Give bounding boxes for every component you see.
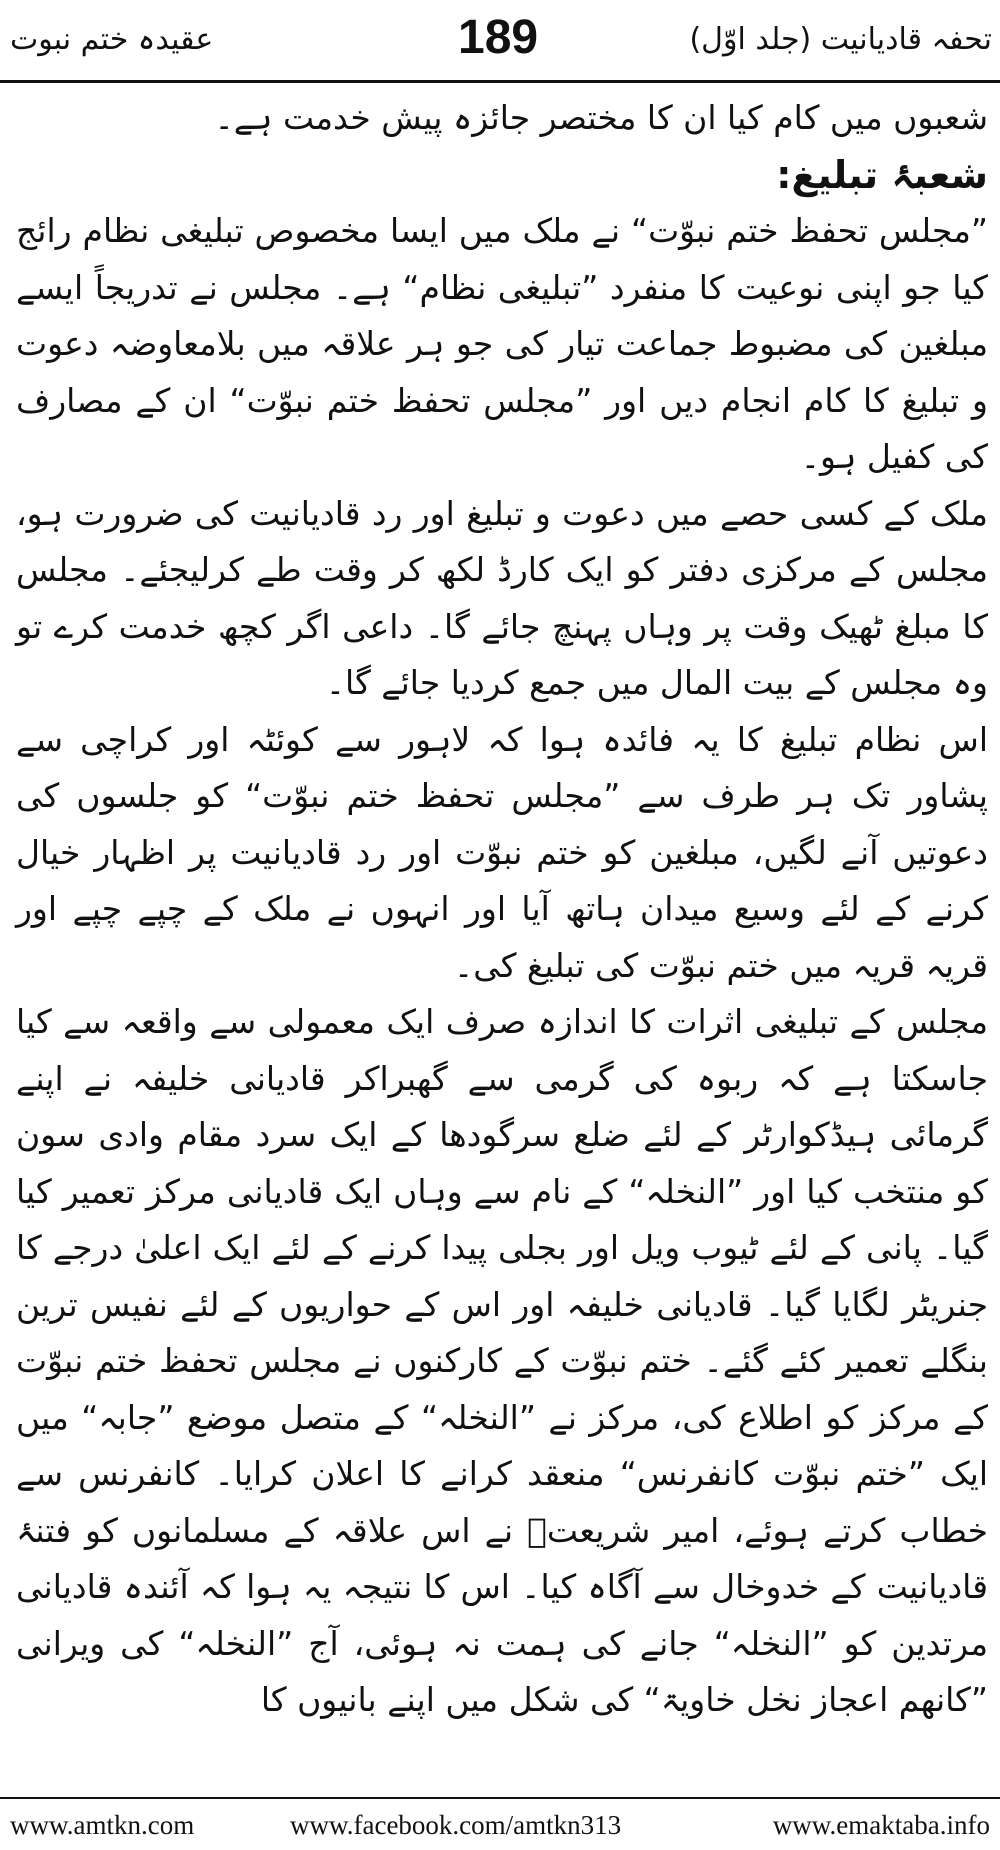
page-number: 189 (458, 11, 539, 64)
footer-link-facebook[interactable]: www.facebook.com/amtkn313 (290, 1810, 622, 1840)
page-body (16, 90, 988, 1729)
footer-link-amtkn[interactable]: www.amtkn.com (10, 1810, 195, 1840)
header-divider (0, 80, 1000, 83)
paragraph: مجلس کے تبلیغی اثرات کا اندازہ صرف ایک معمولی سے واقعہ سے کیا جاسکتا ہے کہ ربوہ کی گرمی سے گھبراکر قادیانی خلیفہ نے اپنے گرمائی ہیڈکوارٹر کے لئے ضلع سرگودھا کے ایک سرد مقام وادی سون کو منتخب کیا اور ”النخلہ“ کے نام سے وہاں ایک قادیانی مرکز تعمیر کیا گیا۔ پانی کے لئے ٹیوب ویل اور بجلی پیدا کرنے کے لئے ایک اعلیٰ درجے کا جنریٹر لگایا گیا۔ قادیانی خلیفہ اور اس کے حواریوں کے لئے نفیس ترین بنگلے تعمیر کئے گئے۔ ختم نبوّت کے کارکنوں نے مجلس تحفظ ختم نبوّت کے مرکز کو اطلاع کی، مرکز نے ”النخلہ“ کے متصل موضع ”جابہ“ میں ایک ”ختم نبوّت کانفرنس“ منعقد کرانے کا اعلان کرایا۔ کانفرنس سے خطاب کرتے ہوئے، امیر شریعتؒ نے اس علاقہ کے مسلمانوں کو فتنۂ قادیانیت کے خدوخال سے آگاہ کیا۔ اس کا نتیجہ یہ ہوا کہ آئندہ قادیانی مرتدین کو ”النخلہ“ جانے کی ہمت نہ ہوئی، آج ”النخلہ“ کی ویرانی ”کانھم اعجاز نخل خاویۃ“ کی شکل میں اپنے بانیوں کا (16, 1002, 988, 1719)
footer-link-emaktaba[interactable]: www.emaktaba.info (772, 1810, 990, 1840)
chapter-title: عقیدہ ختم نبوت (10, 22, 214, 57)
paragraph: اس نظام تبلیغ کا یہ فائدہ ہوا کہ لاہور سے کوئٹہ اور کراچی سے پشاور تک ہر طرف سے ”مجلس تحفظ ختم نبوّت“ کو جلسوں کی دعوتیں آنے لگیں، مبلغین کو ختم نبوّت اور رد قادیانیت پر اظہار خیال کرنے کے لئے وسیع میدان ہاتھ آیا اور انہوں نے ملک کے چپے چپے اور قریہ قریہ میں ختم نبوّت کی تبلیغ کی۔ (16, 719, 988, 985)
page-header (0, 0, 1000, 70)
footer-divider (0, 1797, 1000, 1799)
paragraph: ”مجلس تحفظ ختم نبوّت“ نے ملک میں ایسا مخصوص تبلیغی نظام رائج کیا جو اپنی نوعیت کا منفرد ”تبلیغی نظام“ ہے۔ مجلس نے تدریجاً ایسے مبلغین کی مضبوط جماعت تیار کی جو ہر علاقہ میں بلامعاوضہ دعوت و تبلیغ کا کام انجام دیں اور ”مجلس تحفظ ختم نبوّت“ ان کے مصارف کی کفیل ہو۔ (16, 211, 988, 476)
section-heading: شعبۂ تبلیغ: (776, 152, 988, 197)
book-title: تحفہ قادیانیت (جلد اوّل) (689, 22, 992, 57)
paragraph: ملک کے کسی حصے میں دعوت و تبلیغ اور رد قادیانیت کی ضرورت ہو، مجلس کے مرکزی دفتر کو ایک کارڈ لکھ کر وقت طے کرلیجئے۔ مجلس کا مبلغ ٹھیک وقت پر وہاں پہنچ جائے گا۔ داعی اگر کچھ خدمت کرے تو وہ مجلس کے بیت المال میں جمع کردیا جائے گا۔ (16, 493, 988, 702)
intro-line: شعبوں میں کام کیا ان کا مختصر جائزہ پیش خدمت ہے۔ (214, 98, 988, 137)
page-footer (0, 1808, 1000, 1844)
